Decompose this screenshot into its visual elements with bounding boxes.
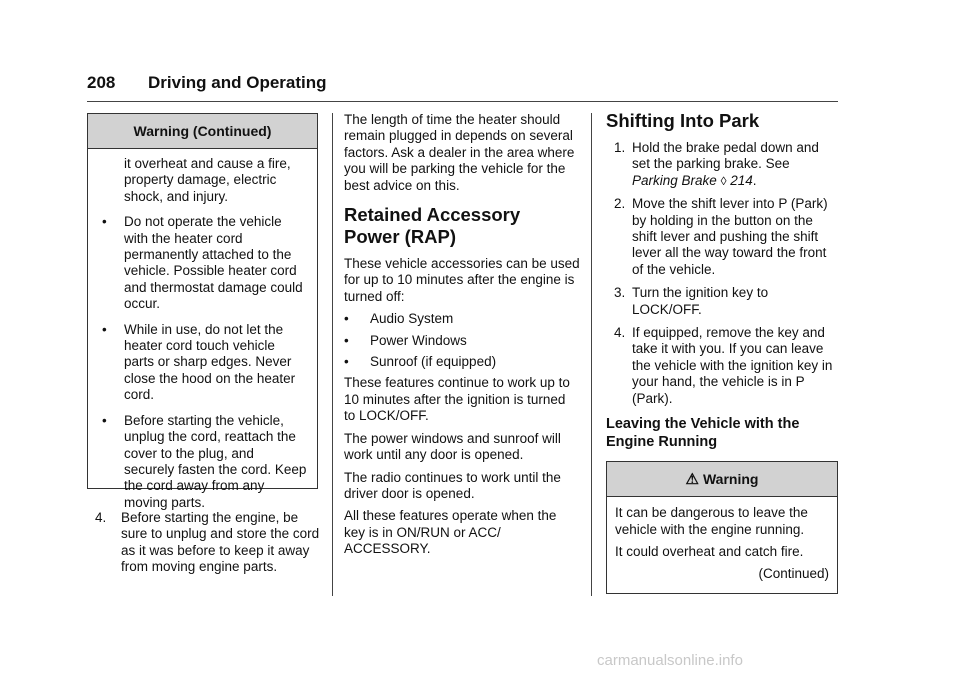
- step-item: 1. Hold the brake pedal down and set the parking brake. See Parking Brake ◊ 214.: [614, 140, 819, 188]
- column-divider: [591, 113, 592, 596]
- bullet-icon: •: [102, 412, 107, 428]
- warning-bullet: • Before starting the vehicle, unplug the cord, reattach the cover to the plug, and securely fasten the cord. Keep the cord away from any moving parts.: [98, 413, 307, 511]
- rap-paragraph: The radio continues to work until the driver door is opened.: [344, 469, 561, 501]
- warning-box-title: Warning (Continued): [88, 114, 317, 149]
- heater-intro: The length of time the heater should remain plugged in depends on several factors. Ask a dealer in the area where you will be parking the vehicle for the best advice on this.: [344, 112, 575, 193]
- column-2: [344, 112, 580, 564]
- page-ref[interactable]: 214: [730, 172, 753, 188]
- column-3: [606, 110, 838, 594]
- step-item: 4. If equipped, remove the key and take it with you. If you can leave the vehicle with the ignition key in your hand, the vehicle is in P (Park).: [614, 325, 833, 406]
- warning-bullet: • While in use, do not let the heater cord touch vehicle parts or sharp edges. Never close the hood on the heater cord.: [98, 322, 307, 404]
- step-item: 4. Before starting the engine, be sure to unplug and store the cord as it was before to keep it away from moving engine parts.: [95, 510, 320, 575]
- column-1-lower: [95, 510, 323, 583]
- warning-triangle-icon: ⚠: [685, 471, 699, 489]
- warning-box-title: ⚠ Warning: [607, 462, 837, 497]
- page-header: [87, 71, 838, 102]
- continued-label: (Continued): [758, 566, 829, 582]
- list-item: • Sunroof (if equipped): [344, 354, 497, 370]
- warning-continued-text: it overheat and cause a fire, property damage, electric shock, and injury.: [124, 156, 291, 204]
- watermark: carmanualsonline.info: [597, 652, 743, 669]
- bullet-icon: •: [344, 311, 349, 327]
- page-number: 208: [87, 73, 116, 92]
- rap-paragraph: The power windows and sunroof will work until any door is opened.: [344, 430, 561, 463]
- parking-brake-link[interactable]: Parking Brake: [632, 172, 717, 188]
- rap-intro: These vehicle accessories can be used for up to 10 minutes after the engine is turned off:: [344, 256, 580, 304]
- step-item: 3. Turn the ignition key to LOCK/OFF.: [614, 285, 769, 317]
- page-ref-icon: ◊: [720, 173, 727, 188]
- warning-box-body: [88, 149, 317, 511]
- park-heading: Shifting Into Park: [606, 110, 760, 131]
- step-item: 2. Move the shift lever into P (Park) by holding in the button on the shift lever and pushing the shift lever all the way toward the front of the vehicle.: [614, 196, 828, 277]
- rap-heading: Retained Accessory Power (RAP): [344, 204, 521, 248]
- list-item: • Audio System: [344, 311, 454, 327]
- section-title: Driving and Operating: [148, 73, 327, 92]
- subheading: Leaving the Vehicle with the Engine Running: [606, 416, 800, 451]
- rap-paragraph: These features continue to work up to 10 minutes after the ignition is turned to LOCK/OFF.: [344, 375, 570, 424]
- warning-box-continued: [87, 113, 318, 510]
- bullet-icon: •: [102, 321, 107, 337]
- rap-paragraph: All these features operate when the key is in ON/RUN or ACC/ ACCESSORY.: [344, 508, 557, 557]
- warning-bullet: • Do not operate the vehicle with the heater cord permanently attached to the vehicle. Possible heater cord and thermostat damage could occur.: [98, 214, 307, 312]
- bullet-icon: •: [344, 332, 349, 348]
- warning-box: [606, 461, 838, 594]
- list-item: • Power Windows: [344, 332, 467, 348]
- warning-box-body: It can be dangerous to leave the vehicle with the engine running. It could overheat and catch fire. (Continued): [615, 505, 829, 582]
- column-divider: [332, 113, 333, 596]
- bullet-icon: •: [344, 354, 349, 370]
- bullet-icon: •: [102, 214, 107, 230]
